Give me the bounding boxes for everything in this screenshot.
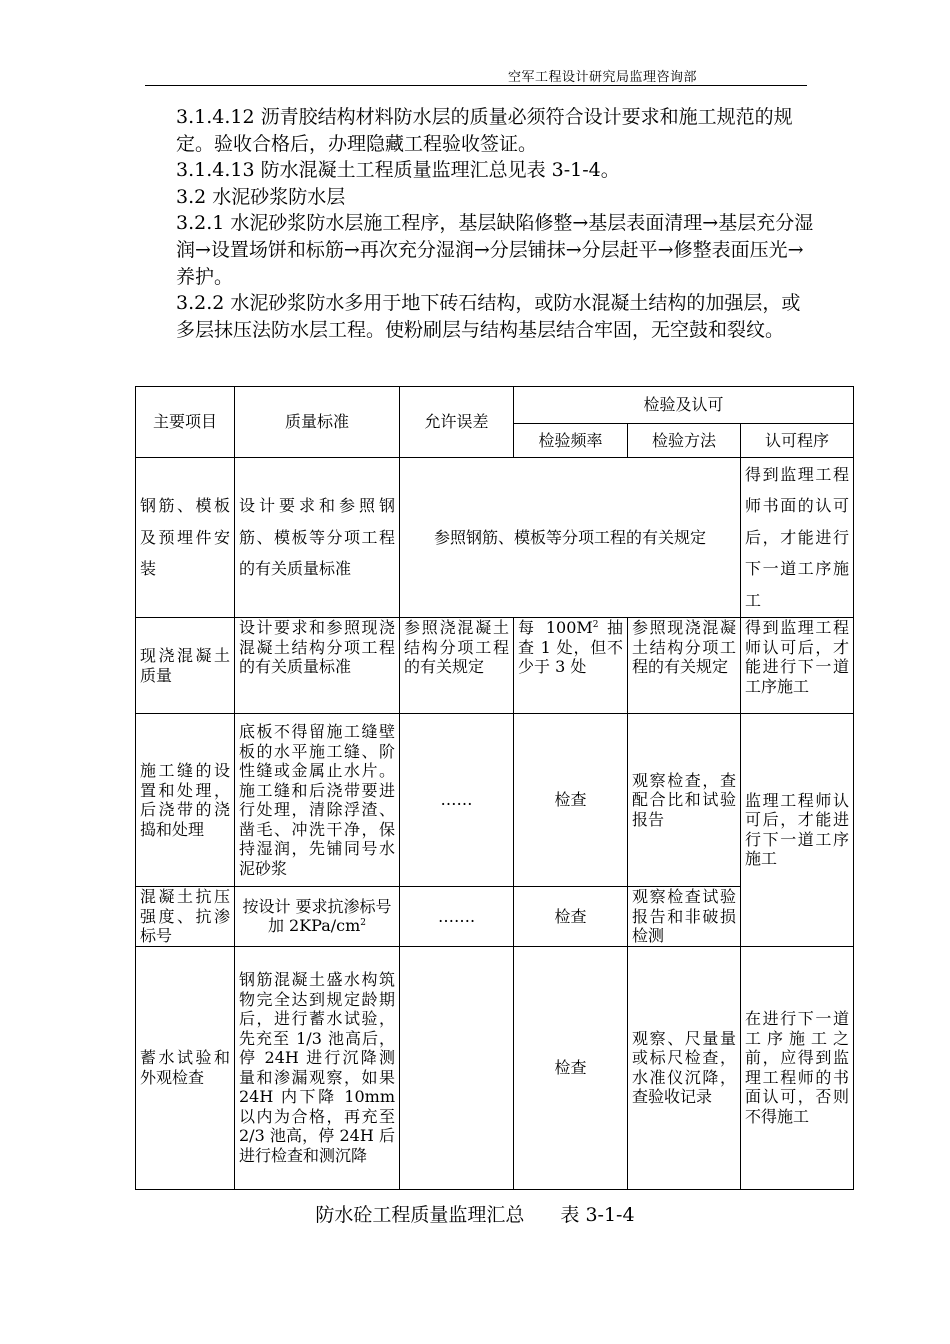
cell-merged-rule: 参照钢筋、模板等分项工程的有关规定 [400,458,741,618]
cell-item: 蓄水试验和外观检查 [136,946,235,1189]
table-row [136,618,854,714]
table-row [136,946,854,1189]
cell-tolerance: …… [400,714,514,887]
cell-item: 混凝土抗压强度、抗渗标号 [136,887,235,947]
heading-3-2: 3.2 水泥砂浆防水层 [176,185,346,208]
table-row [136,458,854,618]
cell-frequency: 检查 [514,946,628,1189]
header-inspection-group: 检验及认可 [514,387,854,424]
cell-frequency [514,618,628,714]
header-standard: 质量标准 [235,387,400,458]
cell-approval: 得到监理工程师认可后，才能进行下一道工序施工 [741,618,854,714]
paragraph-3-1-4-12: 3.1.4.12 沥青胶结构材料防水层的质量必须符合设计要求和施工规范的规定。验收合格后，办理隐藏工程验收签证。 [176,106,793,155]
cell-method: 观察检查试验报告和非破损检测 [628,887,741,947]
frequency-post: 抽查 1 处，但不少于 3 处 [518,618,623,676]
cell-standard [235,887,400,947]
header-tolerance: 允许误差 [400,387,514,458]
cell-approval: 得到监理工程师书面的认可后，才能进行下一道工序施工 [741,458,854,618]
page-header [145,64,807,86]
cell-item: 施工缝的设置和处理，后浇带的浇捣和处理 [136,714,235,887]
cell-item: 现浇混凝土质量 [136,618,235,714]
cell-method: 观察检查，查配合比和试验报告 [628,714,741,887]
header-org: 空军工程设计研究局监理咨询部 [507,70,697,85]
cell-frequency: 检查 [514,714,628,887]
cell-item: 钢筋、模板及预埋件安装 [136,458,235,618]
cell-method: 参照现浇混凝土结构分项工程的有关规定 [628,618,741,714]
caption-number: 表 3-1-4 [560,1204,635,1226]
cell-approval-shared: 监理工程师认可后，才能进行下一道工序施工 [741,714,854,947]
table-header-row [136,387,854,424]
paragraph-3-2-1: 3.2.1 水泥砂浆防水层施工程序，基层缺陷修整→基层表面清理→基层充分湿润→设置场饼和标筋→再次充分湿润→分层铺抹→分层赶平→修整表面压光→养护。 [176,212,814,288]
table-row [136,714,854,887]
frequency-sup: 2 [592,620,599,630]
caption-title: 防水砼工程质量监理汇总 [315,1204,525,1226]
header-frequency: 检验频率 [514,424,628,458]
cell-standard: 钢筋混凝土盛水构筑物完全达到规定龄期后，进行蓄水试验，先充至 1/3 池高后，停 24H 进行沉降测量和渗漏观察，如果 24H 内下降 10mm 以内为合格，再充至 2/3 池高，停 24H 后进行检查和测沉降 [235,946,400,1189]
cell-method: 观察、尺量量或标尺检查，水准仪沉降，查验收记录 [628,946,741,1189]
standard-sup: 2 [360,918,367,929]
paragraph-3-1-4-13: 3.1.4.13 防水混凝土工程质量监理汇总见表 3-1-4。 [176,159,620,182]
cell-approval: 在进行下一道工序施工之前，应得到监理工程师的书面认可，否则不得施工 [741,946,854,1189]
cell-tolerance: ……. [400,887,514,947]
cell-standard: 底板不得留施工缝壁板的水平施工缝、阶性缝或金属止水片。施工缝和后浇带要进行处理，清除浮渣、凿毛、冲洗干净，保持湿润，先铺同号水泥砂浆 [235,714,400,887]
standard-pre: 按设计 要求抗渗标号加 2KPa/cm [242,896,392,936]
body-text [176,104,816,343]
cell-standard: 设计要求和参照钢筋、模板等分项工程的有关质量标准 [235,458,400,618]
header-approval: 认可程序 [741,424,854,458]
cell-frequency: 检查 [514,887,628,947]
cell-tolerance: 参照浇混凝土结构分项工程的有关规定 [400,618,514,714]
cell-standard: 设计要求和参照现浇混凝土结构分项工程的有关质量标准 [235,618,400,714]
table-caption [0,1200,950,1227]
frequency-pre: 每 100M [518,618,593,637]
header-method: 检验方法 [628,424,741,458]
quality-table [135,386,854,1190]
paragraph-3-2-2: 3.2.2 水泥砂浆防水多用于地下砖石结构，或防水混凝土结构的加强层，或多层抹压法防水层工程。使粉刷层与结构基层结合牢固，无空鼓和裂纹。 [176,292,801,341]
header-item: 主要项目 [136,387,235,458]
cell-tolerance [400,946,514,1189]
